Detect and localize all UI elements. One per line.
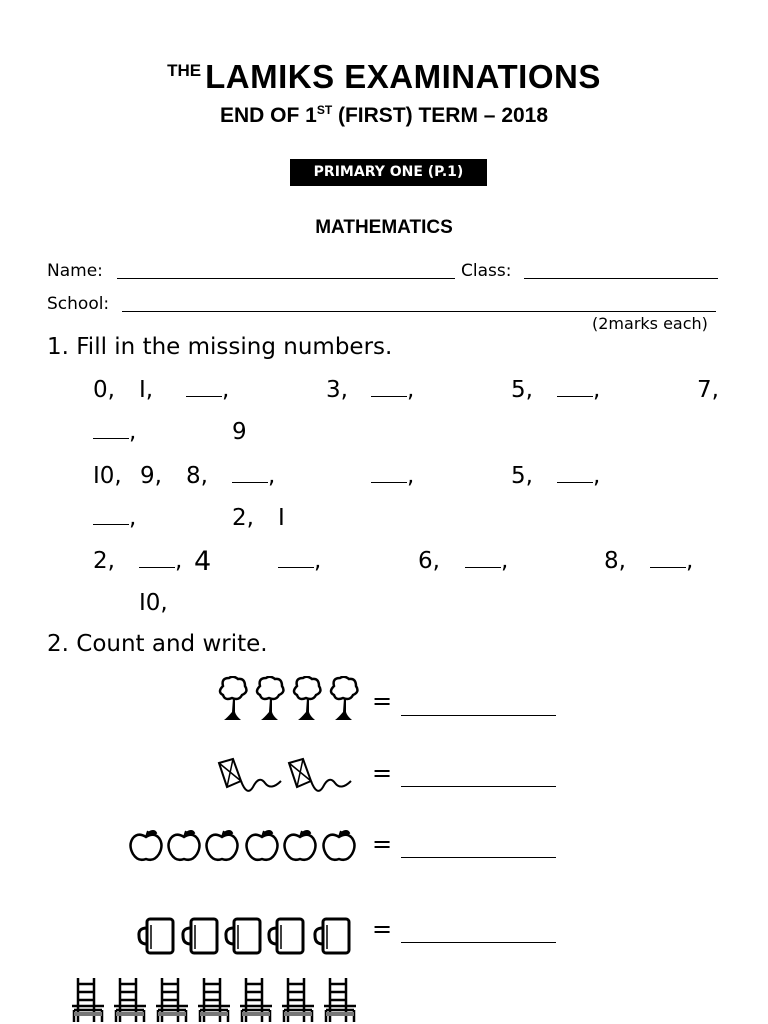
tree-icon bbox=[331, 677, 357, 720]
marks-note: (2marks each) bbox=[592, 314, 708, 333]
answer-line-trees[interactable] bbox=[401, 715, 556, 716]
seq-number: 4 bbox=[194, 546, 212, 577]
seq-number: 9 bbox=[232, 419, 247, 445]
equals-sign: = bbox=[372, 687, 393, 715]
apple-icon bbox=[285, 831, 316, 860]
term-suffix: (FIRST) TERM – 2018 bbox=[332, 104, 549, 127]
seq-blank[interactable]: , bbox=[557, 377, 600, 403]
tree-icon bbox=[220, 677, 246, 720]
class-field[interactable] bbox=[524, 278, 718, 279]
seq-blank[interactable]: , bbox=[93, 419, 136, 445]
class-label: Class: bbox=[461, 261, 512, 281]
mug-icon bbox=[269, 919, 303, 953]
name-field[interactable] bbox=[117, 278, 455, 279]
seq-number: 5, bbox=[511, 463, 533, 489]
seq-blank[interactable]: , bbox=[139, 548, 182, 574]
equals-sign: = bbox=[372, 830, 393, 858]
term-line bbox=[0, 103, 768, 128]
seq-number: 8, bbox=[186, 463, 208, 489]
seq-number: I bbox=[278, 505, 285, 531]
level-badge: PRIMARY ONE (P.1) bbox=[290, 159, 487, 186]
seq-number: 9, bbox=[140, 463, 162, 489]
kite-icon bbox=[289, 759, 351, 791]
seq-blank[interactable]: , bbox=[232, 463, 275, 489]
school-label: School: bbox=[47, 294, 110, 314]
school-field[interactable] bbox=[122, 311, 716, 312]
tree-icon bbox=[294, 677, 320, 720]
title-the: THE bbox=[167, 61, 202, 80]
seq-number: 8, bbox=[604, 548, 626, 574]
term-sup: ST bbox=[316, 103, 333, 117]
apple-icon bbox=[247, 831, 278, 860]
mug-icon bbox=[139, 919, 173, 953]
title-main: LAMIKS EXAMINATIONS bbox=[205, 58, 601, 95]
chair-icon bbox=[240, 978, 272, 1022]
apple-icon bbox=[207, 831, 238, 860]
seq-number: 2, bbox=[93, 548, 115, 574]
seq-number: 7, bbox=[697, 377, 719, 403]
kites-group bbox=[215, 757, 355, 799]
seq-number: 0, bbox=[93, 377, 115, 403]
chairs-group bbox=[70, 976, 365, 1024]
kite-icon bbox=[219, 759, 281, 791]
seq-blank[interactable]: , bbox=[186, 377, 229, 403]
chair-icon bbox=[72, 978, 104, 1022]
name-label: Name: bbox=[47, 261, 103, 281]
q2-prompt: 2. Count and write. bbox=[47, 631, 268, 657]
answer-line-mugs[interactable] bbox=[401, 942, 556, 943]
equals-sign: = bbox=[372, 759, 393, 787]
seq-blank[interactable]: , bbox=[650, 548, 693, 574]
seq-blank[interactable]: , bbox=[93, 505, 136, 531]
tree-icon bbox=[257, 677, 283, 720]
trees-group bbox=[215, 676, 365, 724]
chair-icon bbox=[198, 978, 230, 1022]
seq-number: 3, bbox=[326, 377, 348, 403]
apple-icon bbox=[131, 831, 162, 860]
mug-icon bbox=[315, 919, 349, 953]
apple-icon bbox=[324, 831, 355, 860]
answer-line-apples[interactable] bbox=[401, 857, 556, 858]
seq-number: 5, bbox=[511, 377, 533, 403]
seq-blank[interactable]: , bbox=[371, 377, 414, 403]
seq-number: I, bbox=[139, 377, 154, 403]
mug-icon bbox=[183, 919, 217, 953]
q1-prompt: 1. Fill in the missing numbers. bbox=[47, 334, 393, 360]
term-prefix: END OF 1 bbox=[219, 104, 317, 127]
chair-icon bbox=[324, 978, 356, 1022]
seq-blank[interactable]: , bbox=[278, 548, 321, 574]
seq-blank[interactable]: , bbox=[557, 463, 600, 489]
exam-title bbox=[0, 58, 768, 96]
seq-number: 6, bbox=[418, 548, 440, 574]
chair-icon bbox=[156, 978, 188, 1022]
apple-icon bbox=[169, 831, 200, 860]
equals-sign: = bbox=[372, 915, 393, 943]
seq-blank[interactable]: , bbox=[465, 548, 508, 574]
mug-icon bbox=[226, 919, 260, 953]
answer-line-kites[interactable] bbox=[401, 786, 556, 787]
seq-blank[interactable]: , bbox=[371, 463, 414, 489]
seq-number: I0, bbox=[139, 590, 168, 616]
mugs-group bbox=[136, 916, 358, 958]
seq-number: 2, bbox=[232, 505, 254, 531]
seq-number: I0, bbox=[93, 463, 122, 489]
chair-icon bbox=[282, 978, 314, 1022]
chair-icon bbox=[114, 978, 146, 1022]
subject-title: MATHEMATICS bbox=[315, 217, 453, 238]
apples-group bbox=[128, 829, 363, 865]
